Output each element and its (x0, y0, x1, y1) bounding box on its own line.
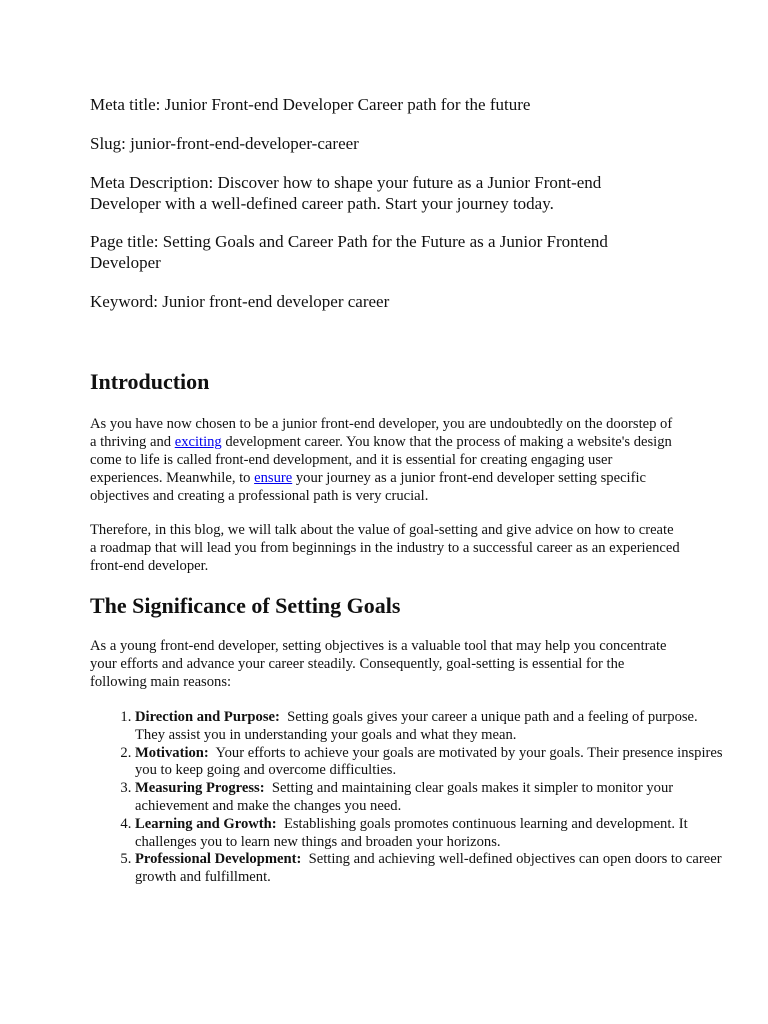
item-title: Motivation: (135, 744, 209, 761)
item-title: Direction and Purpose: (135, 709, 280, 725)
text: As you have now chosen to be a junior front-end developer, you are undoubtedly on the doorstep of a thriving and (90, 416, 673, 450)
reasons-list (90, 709, 725, 887)
intro-paragraph-1 (90, 415, 682, 505)
item-text: Establishing goals promotes continuous learning and development. It challenges you to learn new things and broaden your horizons. (135, 815, 692, 850)
significance-heading: The Significance of Setting Goals (90, 593, 401, 618)
item-title: Learning and Growth: (135, 815, 277, 832)
slug: Slug: junior-front-end-developer-career (90, 134, 359, 153)
introduction-heading: Introduction (90, 369, 210, 394)
meta-title: Meta title: Junior Front-end Developer Career path for the future (90, 95, 531, 114)
item-title: Measuring Progress: (135, 780, 265, 797)
list-item (135, 745, 725, 781)
page-title: Page title: Setting Goals and Career Path for the Future as a Junior Frontend Developer (90, 232, 608, 272)
text: development career. You know that the process of making a website's design come to life is called front-end development, and it is essential for creating engaging user experiences. Meanwhile, to (90, 434, 672, 486)
ensure-link[interactable]: ensure (254, 470, 293, 486)
item-text: Setting goals gives your career a unique path and a feeling of purpose. They assist you in understanding your goals and what they mean. (135, 709, 702, 743)
keyword: Keyword: Junior front-end developer career (90, 292, 390, 311)
list-item (135, 709, 725, 745)
item-title: Professional Development: (135, 851, 302, 868)
meta-description: Meta Description: Discover how to shape your future as a Junior Front-end Developer with a well-defined career path. Start your journey today. (90, 173, 602, 213)
list-item (135, 780, 725, 816)
intro-paragraph-2: Therefore, in this blog, we will talk about the value of goal-setting and give advice on how to create a roadmap that will lead you from beginnings in the industry to a successful career as an experienced front-end developer. (90, 522, 680, 574)
significance-paragraph: As a young front-end developer, setting objectives is a valuable tool that may help you concentrate your efforts and advance your career steadily. Consequently, goal-setting is essential for the following main reasons: (90, 638, 667, 690)
item-text: Setting and maintaining clear goals makes it simpler to monitor your achievement and make the changes you need. (135, 780, 677, 814)
list-item (135, 816, 725, 852)
list-item (135, 851, 725, 887)
text: your journey as a junior front-end developer setting specific objectives and creating a professional path is very crucial. (90, 470, 647, 504)
item-text: Setting and achieving well-defined objectives can open doors to career growth and fulfillment. (135, 851, 726, 886)
exciting-link[interactable]: exciting (174, 434, 222, 450)
item-text: Your efforts to achieve your goals are motivated by your goals. Their presence inspires you to keep going and overcome difficulties. (135, 744, 727, 779)
